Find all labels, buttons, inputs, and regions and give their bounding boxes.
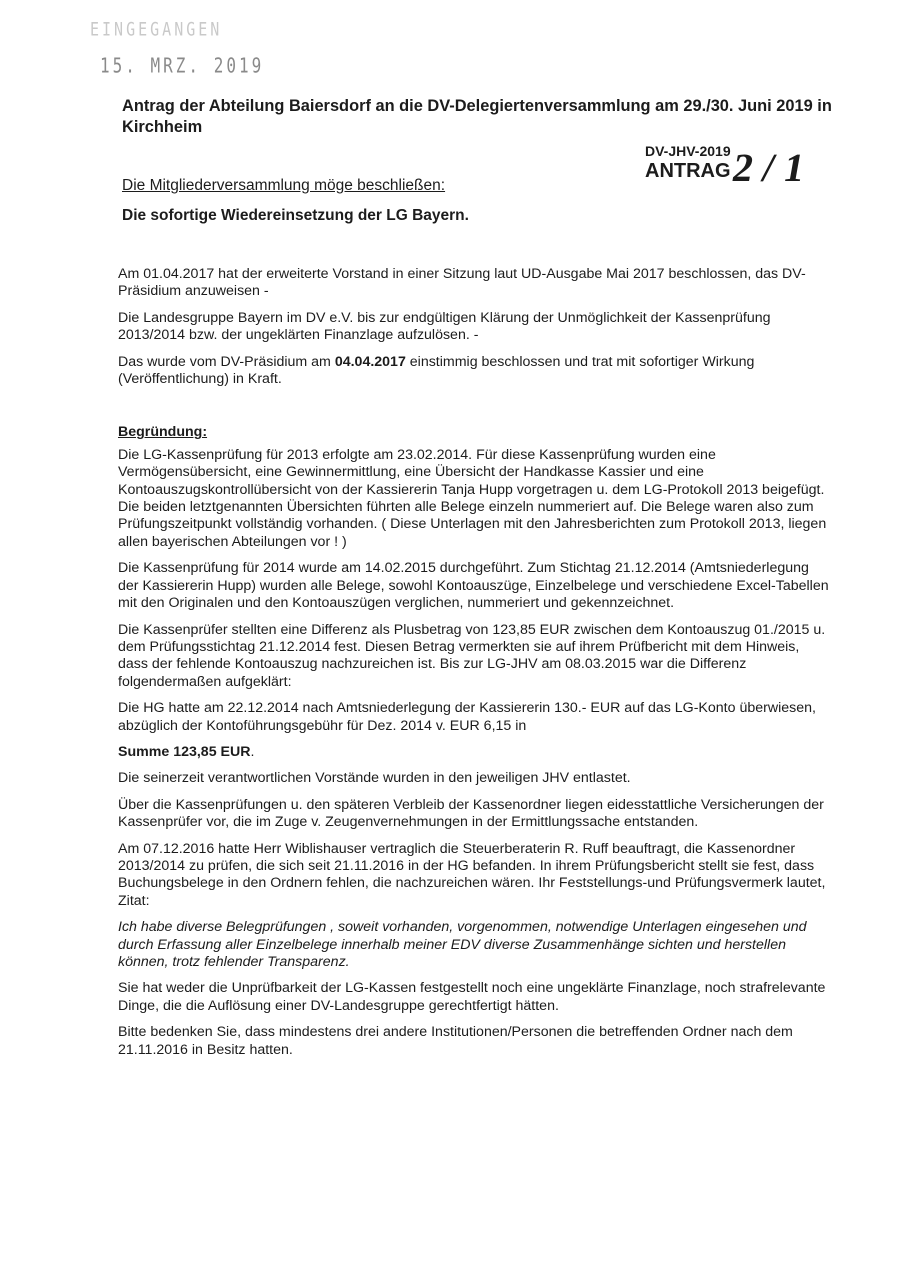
reasoning-paragraph: Sie hat weder die Unprüfbarkeit der LG-Kassen festgestellt noch eine ungeklärte Finanzlage, noch strafrelevante Dinge, die die Auflösung einer DV-Landesgruppe gerechtfertigt hätten. (118, 980, 826, 1014)
audit-quote: Ich habe diverse Belegprüfungen , soweit vorhanden, vorgenommen, notwendige Unterlagen eingesehen und durch Erfassung aller Einzelbelege innerhalb meiner EDV diverse Zusammenhänge sichten und herstellen können, trotz fehlender Transparenz. (118, 919, 807, 970)
sum-label: Summe 123,85 EUR (118, 743, 251, 760)
reference-label: ANTRAG (645, 160, 731, 182)
document-body (118, 266, 830, 1068)
reference-number-handwritten: 2 / 1 (729, 145, 809, 190)
reasoning-paragraph: Über die Kassenprüfungen u. den späteren Verbleib der Kassenordner liegen eidesstattliche Versicherungen der Kassenprüfer vor, die im Zuge v. Zeugenvernehmungen in der Ermittlungssache entstanden. (118, 796, 824, 831)
document-title: Antrag der Abteilung Baiersdorf an die DV-Delegiertenversammlung am 29./30. Juni 2019 in Kirchheim (122, 97, 832, 136)
sum-line (118, 744, 830, 761)
reasoning-paragraph: Die Kassenprüfer stellten eine Differenz als Plusbetrag von 123,85 EUR zwischen dem Kontoauszug 01./2015 u. dem Prüfungsstichtag 21.12.2014 fest. Diesen Betrag vermerkten sie auf ihrem Prüfbericht mit dem Hinweis, dass der fehlende Kontoauszug nachzureichen ist. Bis zur LG-JHV am 08.03.2015 war die Differenz folgendermaßen aufgeklärt: (118, 621, 826, 690)
background-paragraph-3 (118, 354, 830, 389)
reasoning-paragraph: Bitte bedenken Sie, dass mindestens drei andere Institutionen/Personen die betreffenden Ordner nach dem 21.11.2016 in Besitz hatten. (118, 1024, 793, 1058)
background-paragraph-2: Die Landesgruppe Bayern im DV e.V. bis zur endgültigen Klärung der Unmöglichkeit der Kassenprüfung 2013/2014 bzw. der ungeklärten Finanzlage aufzulösen. - (118, 309, 771, 344)
decision-date: 04.04.2017 (334, 353, 406, 370)
background-p3-after: einstimmig beschlossen und trat mit sofortiger Wirkung (Veröffentlichung) in Kraft. (118, 353, 755, 388)
reasoning-paragraph: Die Kassenprüfung für 2014 wurde am 14.02.2015 durchgeführt. Zum Stichtag 21.12.2014 (Amtsniederlegung der Kassiererin Hupp) wurden alle Belege, sowohl Kontoauszüge, Einzelbelege und verschiedene Excel-Tabellen mit den Originalen und den Kontoauszügen verglichen, nummeriert und gekennzeichnet. (118, 560, 829, 612)
reasoning-paragraph: Die HG hatte am 22.12.2014 nach Amtsniederlegung der Kassiererin 130.- EUR auf das LG-Konto überwiesen, abzüglich der Kontoführungsgebühr für Dez. 2014 v. EUR 6,15 in (118, 700, 816, 734)
motion-text: Die sofortige Wiedereinsetzung der LG Bayern. (122, 207, 469, 224)
reasoning-heading: Begründung: (118, 424, 208, 441)
received-stamp-label: EINGEGANGEN (90, 17, 223, 41)
reasoning-paragraph: Die seinerzeit verantwortlichen Vorstände wurden in den jeweiligen JHV entlastet. (118, 770, 631, 787)
background-paragraph-1: Am 01.04.2017 hat der erweiterte Vorstand in einer Sitzung laut UD-Ausgabe Mai 2017 beschlossen, das DV-Präsidium anzuweisen - (118, 266, 806, 300)
reasoning-paragraph: Die LG-Kassenprüfung für 2013 erfolgte am 23.02.2014. Für diese Kassenprüfung wurden eine Vermögensübersicht, eine Gewinnermittlung, eine Übersicht der Handkasse Kassier und eine Kontoauszugskontrollübersicht von der Kassiererin Tanja Hupp vorgetragen u. dem LG-Protokoll 2013 beigefügt. Die beiden letztgenannten Übersichten führten alle Belege einzeln nummeriert auf. Die Belege waren also zum Prüfungszeitpunkt vollständig vorhanden. ( Diese Unterlagen mit den Jahresberichten zum Protokoll 2013, liegen allen bayerischen Abteilungen vor ! ) (118, 446, 827, 550)
motion-intro: Die Mitgliederversammlung möge beschließen: (122, 177, 446, 194)
reference-code: DV-JHV-2019 (645, 143, 731, 159)
background-p3-before: Das wurde vom DV-Präsidium am (118, 353, 335, 370)
sum-suffix: . (250, 743, 255, 760)
received-stamp-date: 15. MRZ. 2019 (100, 53, 265, 78)
reasoning-paragraph: Am 07.12.2016 hatte Herr Wiblishauser vertraglich die Steuerberaterin R. Ruff beauftragt, die Kassenordner 2013/2014 zu prüfen, die sich seit 21.11.2016 in der HG befanden. In ihrem Prüfungsbericht stellt sie fest, dass Buchungsbelege in den Ordnern fehlen, die nachzureichen wären. Ihr Feststellungs-und Prüfungsvermerk lautet, Zitat: (118, 840, 826, 909)
